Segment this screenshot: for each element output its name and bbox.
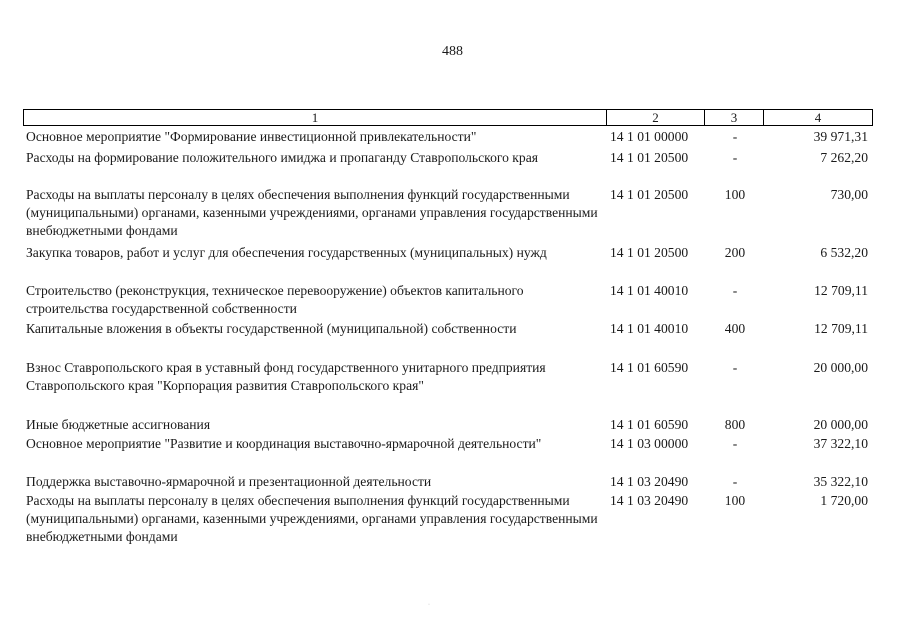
row-type: - xyxy=(732,360,738,375)
row-amount: 730,00 xyxy=(830,187,868,202)
row-type: - xyxy=(732,283,738,298)
row-type: - xyxy=(732,150,738,165)
row-name: Закупка товаров, работ и услуг для обеспечения государственных (муниципальных) нужд xyxy=(26,245,547,260)
row-name: Иные бюджетные ассигнования xyxy=(26,417,211,432)
row-code: 14 1 03 20490 xyxy=(610,493,689,508)
row-name: Капитальные вложения в объекты государственной (муниципальной) собственности xyxy=(26,321,517,336)
row-code: 14 1 01 00000 xyxy=(610,129,689,144)
row-code: 14 1 01 40010 xyxy=(610,321,689,336)
row-amount: 35 322,10 xyxy=(813,474,868,489)
row-code: 14 1 01 20500 xyxy=(610,150,689,165)
column-header-4: 4 xyxy=(814,110,822,125)
row-name: Основное мероприятие "Развитие и координация выставочно-ярмарочной деятельности" xyxy=(26,436,542,451)
scan-speck: · xyxy=(428,602,430,608)
row-code: 14 1 01 20500 xyxy=(610,187,689,202)
row-type: - xyxy=(732,436,738,451)
row-name: Основное мероприятие "Формирование инвестиционной привлекательности" xyxy=(26,129,477,144)
row-type: 100 xyxy=(724,187,746,202)
row-code: 14 1 03 20490 xyxy=(610,474,689,489)
row-code: 14 1 03 00000 xyxy=(610,436,689,451)
row-amount: 20 000,00 xyxy=(813,417,868,432)
page-number: 488 xyxy=(442,44,463,59)
row-code: 14 1 01 60590 xyxy=(610,360,689,375)
row-name: Поддержка выставочно-ярмарочной и презентационной деятельности xyxy=(26,474,432,489)
row-code: 14 1 01 40010 xyxy=(610,283,689,298)
column-header-1: 1 xyxy=(24,110,607,125)
row-amount: 39 971,31 xyxy=(813,129,868,144)
row-amount: 12 709,11 xyxy=(814,321,868,336)
row-amount: 6 532,20 xyxy=(820,245,868,260)
row-amount: 7 262,20 xyxy=(820,150,868,165)
row-name: Взнос Ставропольского края в уставный фонд государственного унитарного предприятия Ставропольского края "Корпорация развития Ставропольского края" xyxy=(26,360,546,393)
row-name: Расходы на выплаты персоналу в целях обеспечения выполнения функций государственными (муниципальными) органами, казенными учреждениями, органами управления государственными внебюджетными фондами xyxy=(26,187,598,238)
row-name: Расходы на формирование положительного имиджа и пропаганду Ставропольского края xyxy=(26,150,538,165)
row-type: 400 xyxy=(724,321,746,336)
column-header-3: 3 xyxy=(705,110,764,125)
row-name: Строительство (реконструкция, техническое перевооружение) объектов капитального строительства государственной собственности xyxy=(26,283,524,316)
row-type: 200 xyxy=(724,245,746,260)
row-type: - xyxy=(732,474,738,489)
row-amount: 37 322,10 xyxy=(813,436,868,451)
row-name: Расходы на выплаты персоналу в целях обеспечения выполнения функций государственными (муниципальными) органами, казенными учреждениями, органами управления государственными внебюджетными фондами xyxy=(26,493,598,544)
row-amount: 1 720,00 xyxy=(820,493,868,508)
row-type: 800 xyxy=(724,417,746,432)
row-amount: 12 709,11 xyxy=(814,283,868,298)
row-type: 100 xyxy=(724,493,746,508)
row-code: 14 1 01 60590 xyxy=(610,417,689,432)
column-header-2: 2 xyxy=(607,110,705,125)
row-code: 14 1 01 20500 xyxy=(610,245,689,260)
row-amount: 20 000,00 xyxy=(813,360,868,375)
table-header xyxy=(23,109,873,126)
row-type: - xyxy=(732,129,738,144)
